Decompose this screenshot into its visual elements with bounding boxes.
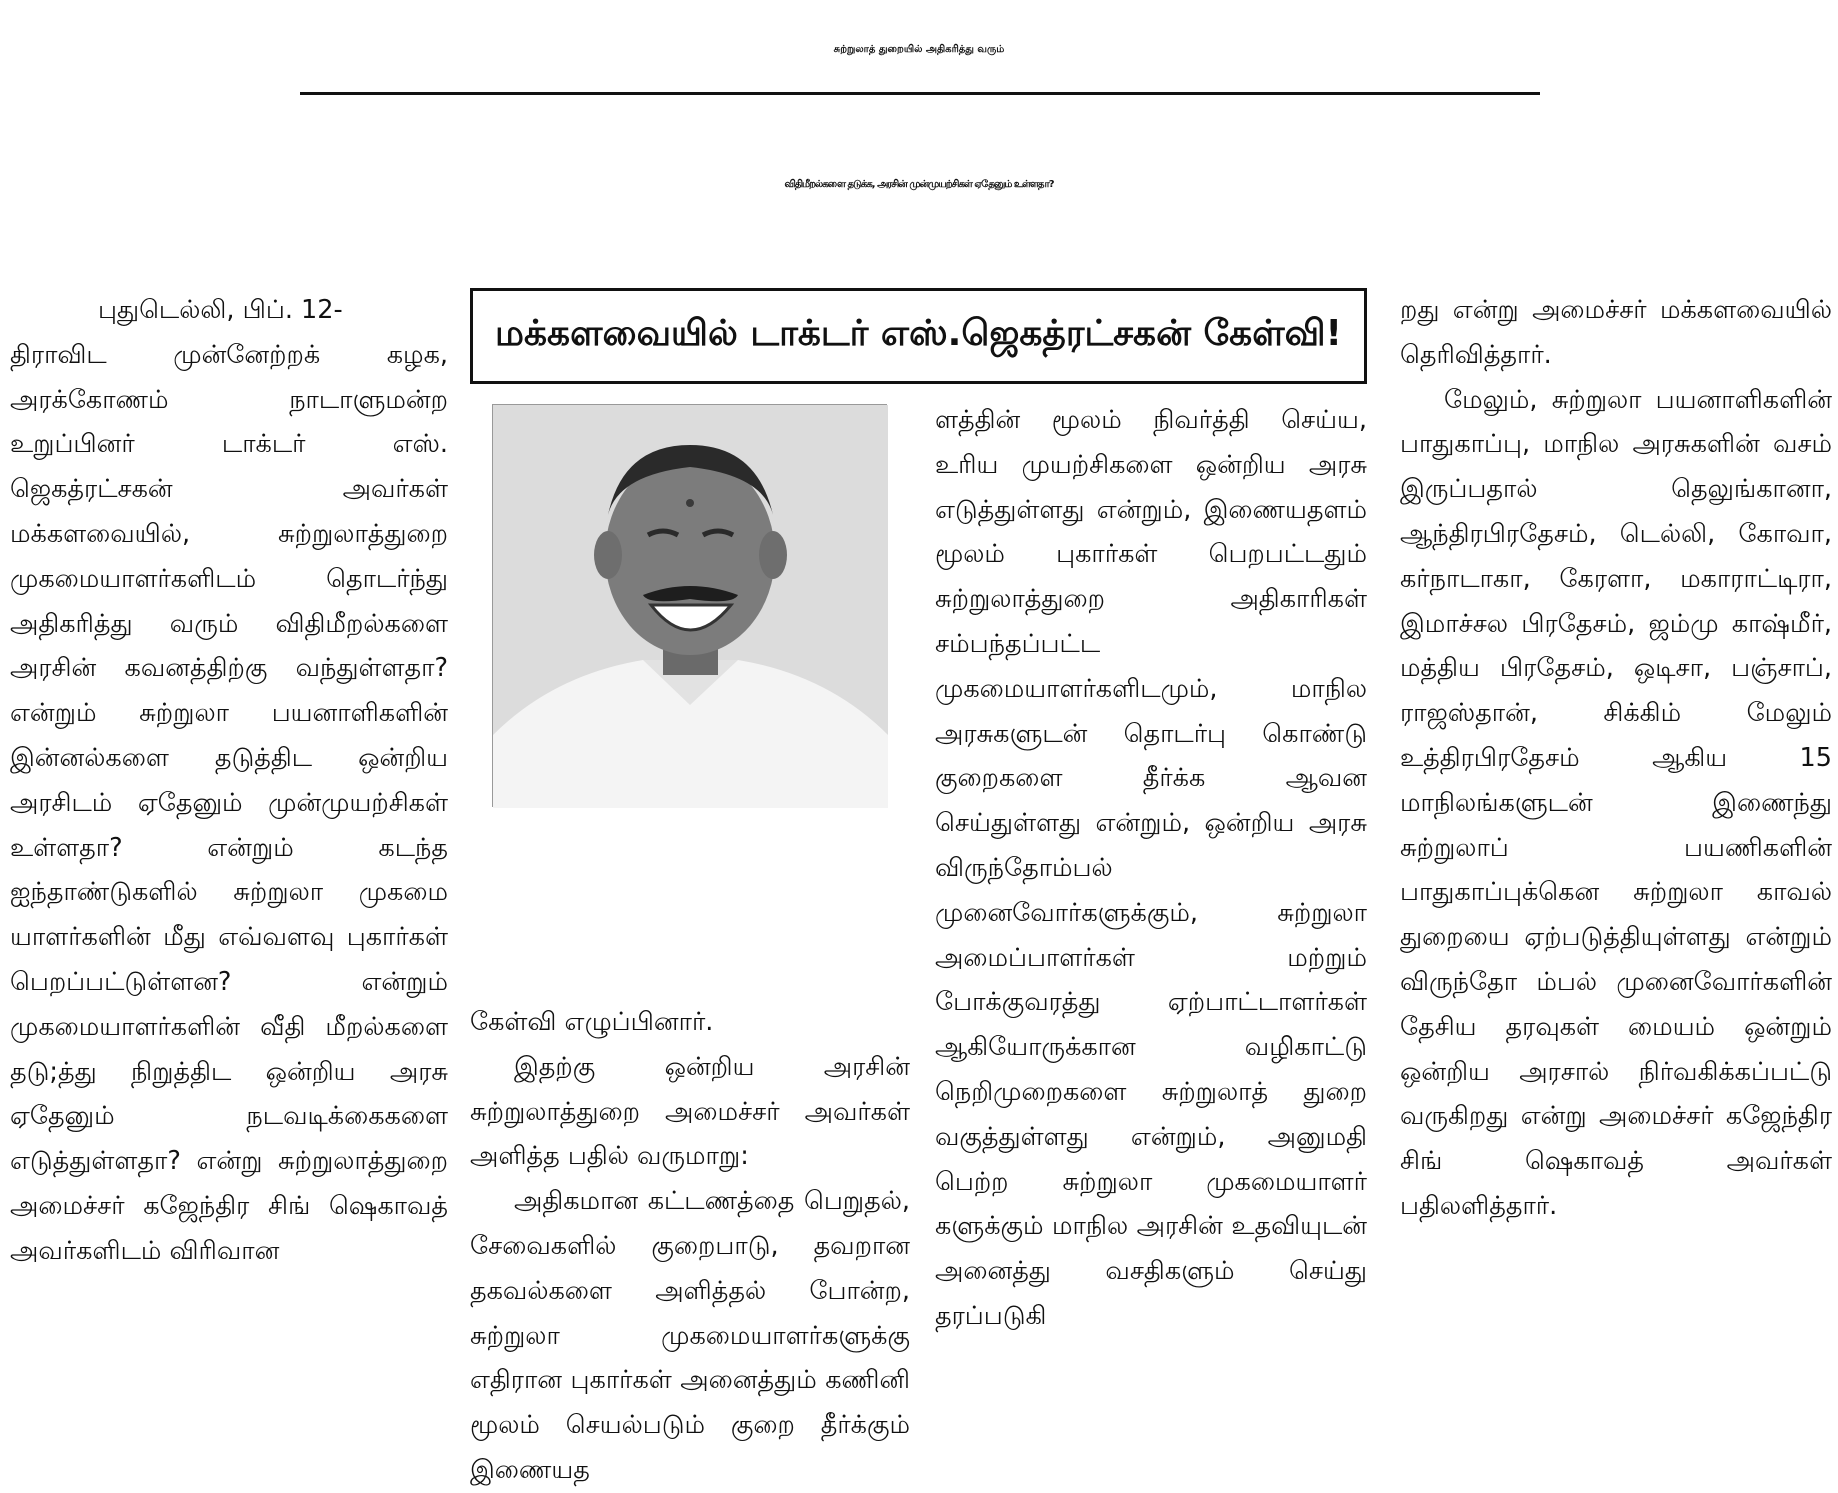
kicker-rule: [300, 92, 1540, 95]
main-headline: விதிமீறல்களை தடுக்க, அரசின் முன்முயற்சிகள் ஏதேனும் உள்ளதா?: [784, 179, 1054, 190]
body-paragraph-1: திராவிட முன்னேற்றக் கழக, அரக்கோணம் நாடாளுமன்ற உறுப்பினர் டாக்டர் எஸ். ஜெகத்ரட்சகன் அவர்கள் மக்களவையில், சுற்றுலாத்துறை முகமையாளர்களிடம் தொடர்ந்து அதிகரித்து வரும் விதிமீறல்களை அரசின் கவனத்திற்கு வந்துள்ளதா? என்றும் சுற்றுலா பயனாளிகளின் இன்னல்களை தடுத்திட ஒன்றிய அரசிடம் ஏதேனும் முன்முயற்சிகள் உள்ளதா? என்றும் கடந்த ஐந்தாண்டுகளில் சுற்றுலா முகமை யாளர்களின் மீது எவ்வளவு புகார்கள் பெறப்பட்டுள்ளன? என்றும் முகமையாளர்களின் வீதி மீறல்களை தடு;த்து நிறுத்திட ஒன்றிய அரசு ஏதேனும் நடவடிக்கைகளை எடுத்துள்ளதா? என்று சுற்றுலாத்துறை அமைச்சர் கஜேந்திர சிங் ஷெகாவத் அவர்களிடம் விரிவான: [10, 339, 448, 1266]
column-3: [935, 398, 1367, 1458]
body-paragraph-4: அதிகமான கட்டணத்தை பெறுதல், சேவைகளில் குறைபாடு, தவறான தகவல்களை அளித்தல் போன்ற, சுற்றுலா முகமையாளர்களுக்கு எதிரான புகார்கள் அனைத்தும் கணினி மூலம் செயல்படும் குறை தீர்க்கும் இணையத: [470, 1186, 910, 1485]
subheadline-box: [470, 288, 1367, 384]
subheadline: மக்களவையில் டாக்டர் எஸ்.ஜெகத்ரட்சகன் கேள்வி!: [495, 313, 1342, 354]
column-2: [470, 1000, 910, 1485]
kicker-headline: சுற்றுலாத் துறையில் அதிகரித்து வரும்: [833, 44, 1005, 55]
body-paragraph-5: ளத்தின் மூலம் நிவர்த்தி செய்ய, உரிய முயற்சிகளை ஒன்றிய அரசு எடுத்துள்ளது என்றும், இணையதளம் மூலம் புகார்கள் பெறபட்டதும் சுற்றுலாத்துறை அதிகாரிகள் சம்பந்தப்பட்ட முகமையாளர்களிடமும், மாநில அரசுகளுடன் தொடர்பு கொண்டு குறைகளை தீர்க்க ஆவன செய்துள்ளது என்றும், ஒன்றிய அரசு விருந்தோம்பல் முனைவோர்களுக்கும், சுற்றுலா அமைப்பாளர்கள் மற்றும் போக்குவரத்து ஏற்பாட்டாளர்கள் ஆகியோருக்கான வழிகாட்டு நெறிமுறைகளை சுற்றுலாத் துறை வகுத்துள்ளது என்றும், அனுமதி பெற்ற சுற்றுலா முகமையாளர் களுக்கும் மாநில அரசின் உதவியுடன் அனைத்து வசதிகளும் செய்து தரப்படுகி: [935, 405, 1367, 1331]
body-paragraph-2: கேள்வி எழுப்பினார்.: [470, 1007, 714, 1037]
dateline: புதுடெல்லி, பிப். 12-: [98, 295, 343, 325]
column-1: [10, 288, 448, 1458]
column-4: [1400, 288, 1832, 1458]
body-paragraph-3: இதற்கு ஒன்றிய அரசின் சுற்றுலாத்துறை அமைச்சர் அவர்கள் அளித்த பதில் வருமாறு:: [470, 1051, 910, 1172]
body-paragraph-6: றது என்று அமைச்சர் மக்களவையில் தெரிவித்தார்.: [1400, 295, 1832, 370]
portrait-photo: [492, 404, 887, 807]
body-paragraph-7: மேலும், சுற்றுலா பயனாளிகளின் பாதுகாப்பு, மாநில அரசுகளின் வசம் இருப்பதால் தெலுங்கானா, ஆந்திரபிரதேசம், டெல்லி, கோவா, கர்நாடாகா, கேரளா, மகாராட்டிரா, இமாச்சல பிரதேசம், ஜம்மு காஷ்மீர், மத்திய பிரதேசம், ஒடிசா, பஞ்சாப், ராஜஸ்தான், சிக்கிம் மேலும் உத்திரபிரதேசம் ஆகிய 15 மாநிலங்களுடன் இணைந்து சுற்றுலாப் பயணிகளின் பாதுகாப்புக்கென சுற்றுலா காவல் துறையை ஏற்படுத்தியுள்ளது என்றும் விருந்தோ ம்பல் முனைவோர்களின் தேசிய தரவுகள் மையம் ஒன்றும் ஒன்றிய அரசால் நிர்வகிக்கப்பட்டு வருகிறது என்று அமைச்சர் கஜேந்திர சிங் ஷெகாவத் அவர்கள் பதிலளித்தார்.: [1400, 384, 1832, 1221]
portrait-icon: [493, 405, 888, 808]
